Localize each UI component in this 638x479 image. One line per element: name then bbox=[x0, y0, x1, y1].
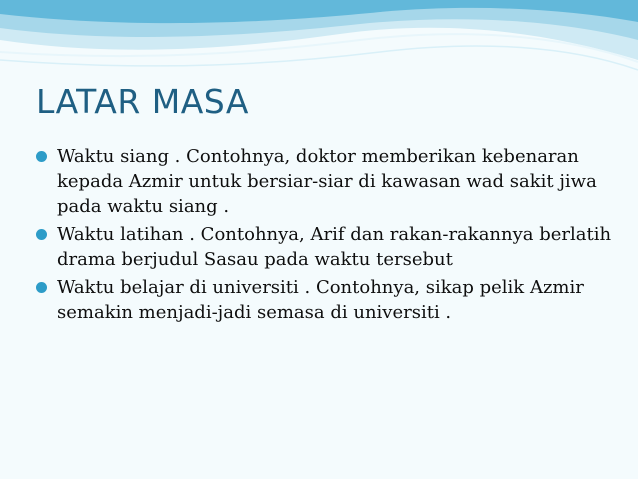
slide-title: LATAR MASA bbox=[36, 82, 249, 121]
header-wave-decoration bbox=[0, 0, 638, 90]
bullet-text: Waktu siang . Contohnya, doktor memberikan kebenaran kepada Azmir untuk bersiar-siar di kawasan wad sakit jiwa pada waktu siang . bbox=[57, 146, 597, 217]
bullet-list bbox=[36, 144, 626, 328]
bullet-dot-icon bbox=[36, 151, 47, 162]
bullet-item bbox=[36, 222, 626, 272]
bullet-text: Waktu belajar di universiti . Contohnya, sikap pelik Azmir semakin menjadi-jadi semasa di universiti . bbox=[57, 277, 584, 323]
bullet-text: Waktu latihan . Contohnya, Arif dan rakan-rakannya berlatih drama berjudul Sasau pada waktu tersebut bbox=[57, 224, 612, 270]
bullet-dot-icon bbox=[36, 282, 47, 293]
bullet-item bbox=[36, 144, 626, 219]
bullet-dot-icon bbox=[36, 229, 47, 240]
bullet-item bbox=[36, 275, 626, 325]
